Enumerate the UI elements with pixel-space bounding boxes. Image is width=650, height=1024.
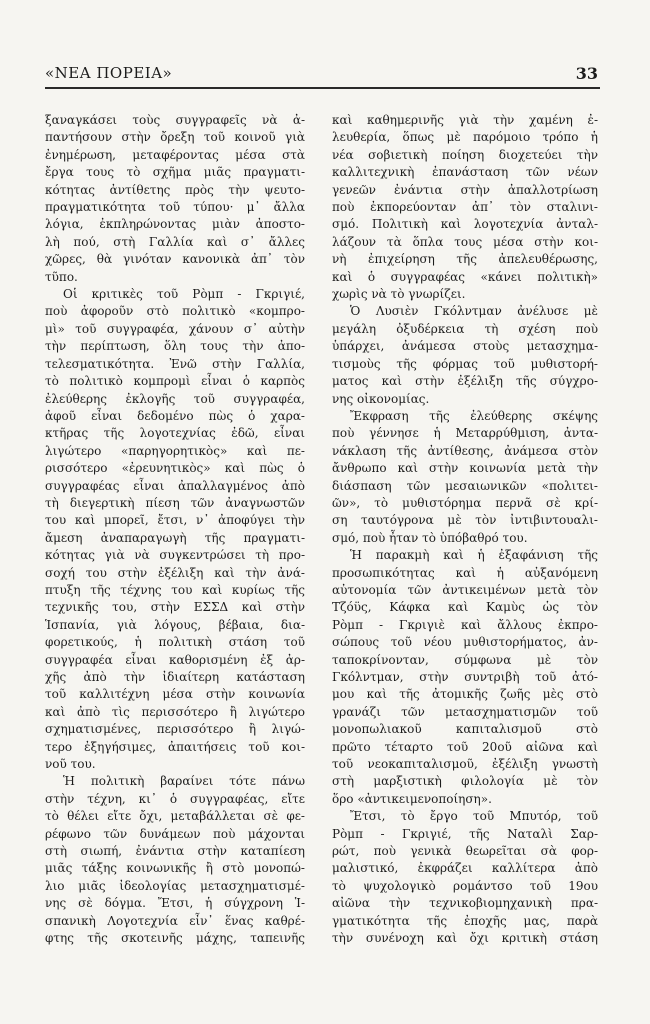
paragraph [332, 547, 598, 808]
text-line: γρανάζι τῶν μετασχηματισμῶν τοῦ [332, 704, 598, 719]
text-line: Ρὸμπ - Γκριγιέ, τῆς Ναταλὶ Σαρ- [332, 826, 598, 841]
text-line: Ὁ Λυσιὲν Γκόλντμαν ἀνέλυσε μὲ [350, 304, 598, 319]
text-line: καὶ ἀπὸ τὶς περισσότερο ἢ λιγώτερο [45, 704, 305, 719]
text-line: πραγματικότητα τοῦ τύπου· μ᾽ ἄλλα [45, 200, 305, 215]
page-number: 33 [575, 64, 598, 83]
text-line: ὑπάρχει, ἀνάμεσα στοὺς μετασχημα- [332, 339, 598, 354]
text-line: καὶ καθημερινῆς γιὰ τὴν χαμένη ἐ- [332, 113, 598, 127]
text-line: νέα σοβιετικὴ ποίηση διοχετεύει τὴν [332, 147, 598, 162]
text-line: αὐτονομία τῶν ἀντικειμένων μετὰ τὸν [332, 582, 598, 597]
text-line: τοῦ καλλιτέχνη μέσα στὴν κοινωνία [45, 687, 305, 702]
text-line: στὴ σιωπή, ἐνάντια στὴν καταπίεση [45, 844, 305, 859]
text-line: νάκλαση τῆς ἀντίθεσης, ἀνάμεσα στὸν [332, 443, 598, 458]
text-line: χῶρες, θὰ γινόταν κανονικὰ ἀπ᾽ τὸν [45, 252, 305, 267]
text-line: συγγραφέα εἶναι καθορισμένη ἐξ ἀρ- [45, 652, 305, 667]
text-line: μου καὶ τῆς ἀτομικῆς ζωῆς μὲς στὸ [332, 687, 598, 702]
text-line: διάσπαση τῶν μεσαιωνικῶν «πολιτει- [332, 478, 598, 493]
header-rule [45, 87, 600, 89]
text-line: ματος καὶ στὴν ἐξέλιξη τῆς σύγχρο- [332, 374, 598, 389]
text-line: φορετικούς, ἡ πολιτικὴ στάση τοῦ [45, 635, 305, 650]
text-line: Οἱ κριτικὲς τοῦ Ρὸμπ - Γκριγιέ, [63, 287, 305, 302]
running-header-journal-title: «ΝΕΑ ΠΟΡΕΙΑ» [45, 64, 173, 82]
text-line: κότητας ἀντίθετης πρὸς τὴν ψευτο- [45, 182, 305, 197]
text-line: Ἱσπανία, γιὰ λόγους, βέβαια, δια- [45, 617, 305, 632]
text-line: λὴ πού, στὴ Γαλλία καὶ σ᾽ ἄλλες [45, 234, 305, 249]
text-line: ποὺ ἀφοροῦν στὸ πολιτικὸ «κομπρο- [45, 304, 305, 319]
text-line: ταποκρίνονταν, σύμφωνα μὲ τὸν [332, 652, 598, 667]
text-line: σώπους τοῦ νέου μυθιστορήματος, ἀν- [332, 635, 598, 650]
text-line: ὅρο «ἀντικειμενοποίηση». [332, 791, 492, 806]
text-line: ἄνθρωπο καὶ στὴν κοινωνία μετὰ τὴν [332, 461, 598, 476]
text-line: τῦπο. [45, 269, 78, 284]
text-line: ἀφοῦ εἶναι δεδομένο πὼς ὁ χαρα- [45, 408, 305, 423]
text-line: χῆς ἀπὸ τὴν ἰδιαίτερη κατάσταση [45, 670, 305, 684]
text-line: τελεσματικότητα. Ἐνῶ στὴν Γαλλία, [45, 356, 305, 371]
paragraph [45, 286, 305, 773]
text-line: Ἡ παρακμὴ καὶ ἡ ἐξαφάνιση τῆς [350, 548, 598, 563]
paragraph [45, 773, 305, 947]
text-line: Ἡ πολιτικὴ βαραίνει τότε πάνω [63, 774, 305, 789]
text-line: κότητας γιὰ νὰ συγκεντρώσει τὴ προ- [45, 548, 305, 563]
text-line: Γκόλντμαν, στὴν συντριβὴ τοῦ ἀτό- [332, 670, 598, 684]
text-line: νοῦ του. [45, 757, 96, 772]
text-line: Τζόϋς, Κάφκα καὶ Καμὺς ὡς τὸν [332, 600, 598, 615]
text-line: καλλιτεχνικὴ ἐπανάσταση τῶν νέων [332, 165, 598, 180]
text-line: ἐλεύθερης ἐκλογῆς τοῦ συγγραφέα, [45, 391, 305, 406]
text-line: τὸ θέλει εἴτε ὄχι, μεταβάλλεται σὲ φε- [45, 809, 305, 824]
text-line: ξαναγκάσει τοὺς συγγραφεῖς νὰ ἀ- [45, 113, 305, 127]
text-line: τὸ ψυχολογικὸ ρομάντσο τοῦ 19ου [332, 878, 598, 893]
paragraph [332, 808, 598, 947]
text-column-left [45, 112, 305, 948]
text-line: νης οἰκονομίας. [332, 391, 430, 406]
text-line: γματικότητα τῆς ἐποχῆς μας, παρὰ [332, 913, 598, 928]
text-line: νης σὲ δόγμα. Ἔτσι, ἡ σύγχρονη Ἱ- [45, 896, 305, 911]
text-line: πτυξη τῆς τέχνης του καὶ κυρίως τῆς [45, 582, 305, 597]
text-line: αἰῶνα τὴν τεχνικοβιομηχανικὴ πρα- [332, 896, 598, 911]
text-line: σοχή του στὴν ἐξέλιξη καὶ τὴν ἀνά- [45, 565, 305, 580]
text-line: λιγώτερο «παρηγορητικὸς» καὶ πε- [45, 443, 305, 458]
text-line: ποὺ ἐκπορεύονταν ἀπ᾽ τὸν σταλινι- [332, 200, 598, 215]
text-line: σχηματισμένες, περισσότερο ἢ λιγώ- [45, 722, 305, 737]
text-line: μονοπωλιακοῦ καπιταλισμοῦ στὸ [332, 722, 598, 737]
text-line: σπανικὴ Λογοτεχνία εἶν᾽ ἕνας καθρέ- [45, 913, 305, 928]
text-line: συγγραφέας εἶναι ἀπαλλαγμένος ἀπὸ [45, 478, 305, 493]
text-line: τερο ἐξηγήσιμες, ἀπαιτήσεις τοῦ κοι- [45, 739, 305, 754]
text-line: λάζουν τὰ ὅπλα τους μέσα στὴν κοι- [332, 234, 598, 249]
text-line: ση ταυτόγρονα μὲ τὸν ἰντιβιντουαλι- [332, 513, 598, 528]
text-line: προσωπικότητας καὶ ἡ αὐξανόμενη [332, 565, 598, 580]
text-line: στὴν τέχνη, κι᾽ ὁ συγγραφέας, εἴτε [45, 791, 305, 806]
text-line: Ρὸμπ - Γκριγιὲ καὶ ἄλλους ἐκπρο- [332, 617, 598, 632]
text-line: μιᾶς τάξης κοινωνικῆς ἢ στὸ μονοπώ- [45, 861, 305, 876]
text-line: τὴν συνένοχη καὶ ὄχι κριτικὴ στάση [332, 931, 598, 946]
text-line: ἐνημέρωση, μεταφέροντας μέσα στὰ [45, 147, 305, 162]
text-line: λιο μιᾶς ἰδεολογίας μετασχηματισμέ- [45, 878, 305, 893]
text-line: γενεῶν ἐνάντια στὴν ἀπαλλοτρίωση [332, 182, 598, 197]
text-line: πρῶτο τέταρτο τοῦ 20οῦ αἰῶνα καὶ [332, 739, 598, 754]
text-line: τεχνικῆς του, στὴν ΕΣΣΔ καὶ στὴν [45, 600, 305, 615]
text-line: τὸ πολιτικὸ κομπρομὶ εἶναι ὁ καρπὸς [45, 374, 305, 389]
text-line: στὴ μαρξιστικὴ φιλολογία μὲ τὸν [332, 774, 598, 789]
paragraph [332, 303, 598, 407]
text-line: τοῦ νεοκαπιταλισμοῦ, ἐξέλιξη γνωστὴ [332, 757, 598, 772]
text-line: φτης τῆς σκοτεινῆς μάχης, ταπεινῆς [45, 931, 305, 946]
text-line: ἄμεση ἀναπαραγωγὴ τῆς πραγματι- [45, 530, 305, 545]
paragraph [332, 112, 598, 303]
text-line: του καὶ μπορεῖ, ἔτσι, ν᾽ ἀποφύγει τὴν [45, 513, 305, 528]
text-line: σμό, ποὺ ἦταν τὸ ὑπόβαθρό του. [332, 530, 528, 545]
text-line: τὴν περίπτωση, ὅλη τους τὴν ἀπο- [45, 339, 305, 354]
text-line: ρισσότερο «ἐρευνητικὸς» καὶ πὼς ὁ [45, 461, 305, 476]
text-line: κτῆρας τῆς λογοτεχνίας ἐδῶ, εἶναι [45, 426, 305, 441]
text-line: Ἔκφραση τῆς ἐλεύθερης σκέψης [350, 408, 598, 423]
text-line: ἔργα τους τὸ σχῆμα μιᾶς πραγματι- [45, 165, 305, 180]
text-line: τὴ διεγερτικὴ πίεση τῶν ἀναγνωστῶν [45, 495, 305, 510]
text-line: ρέφωνο τῶν δυνάμεων ποὺ μάχονται [45, 826, 305, 841]
text-column-right [332, 112, 598, 948]
text-line: μαλιστικό, ἐκφράζει καλλίτερα ἀπὸ [332, 861, 598, 876]
text-line: Ἔτσι, τὸ ἔργο τοῦ Μπυτόρ, τοῦ [350, 809, 598, 824]
text-line: ρώτ, ποὺ γενικὰ θεωρεῖται σὰ φορ- [332, 844, 598, 859]
text-line: μὶ» τοῦ συγγραφέα, χάνουν σ᾽ αὐτὴν [45, 321, 305, 336]
text-line: τισμοὺς τῆς φόρμας τοῦ μυθιστορή- [332, 356, 598, 371]
text-line: ποὺ γέννησε ἡ Μεταρρύθμιση, ἀντα- [332, 426, 598, 441]
text-line: λόγια, ἐκπληρώνοντας μιὰν ἀποστο- [45, 217, 305, 232]
text-line: καὶ ὁ συγγραφέας «κάνει πολιτικὴ» [332, 269, 598, 284]
paragraph [332, 408, 598, 547]
text-line: ῶν», τὸ μυθιστόρημα περνᾶ σὲ κρί- [332, 495, 598, 510]
text-line: παντήσουν στὴν ὄρεξη τοῦ κοινοῦ γιὰ [45, 130, 305, 145]
text-line: νὴ ἐπιχείρηση τῆς ἀπελευθέρωσης, [332, 252, 598, 267]
paragraph [45, 112, 305, 286]
text-line: λευθερία, ὅπως μὲ παρόμοιο τρόπο ἡ [332, 130, 598, 145]
text-line: χωρὶς νὰ τὸ γνωρίζει. [332, 287, 466, 302]
text-line: μεγάλη ὀξυδέρκεια τὴ σχέση ποὺ [332, 321, 598, 336]
text-line: σμό. Πολιτικὴ καὶ λογοτεχνία ἀνταλ- [332, 217, 598, 232]
